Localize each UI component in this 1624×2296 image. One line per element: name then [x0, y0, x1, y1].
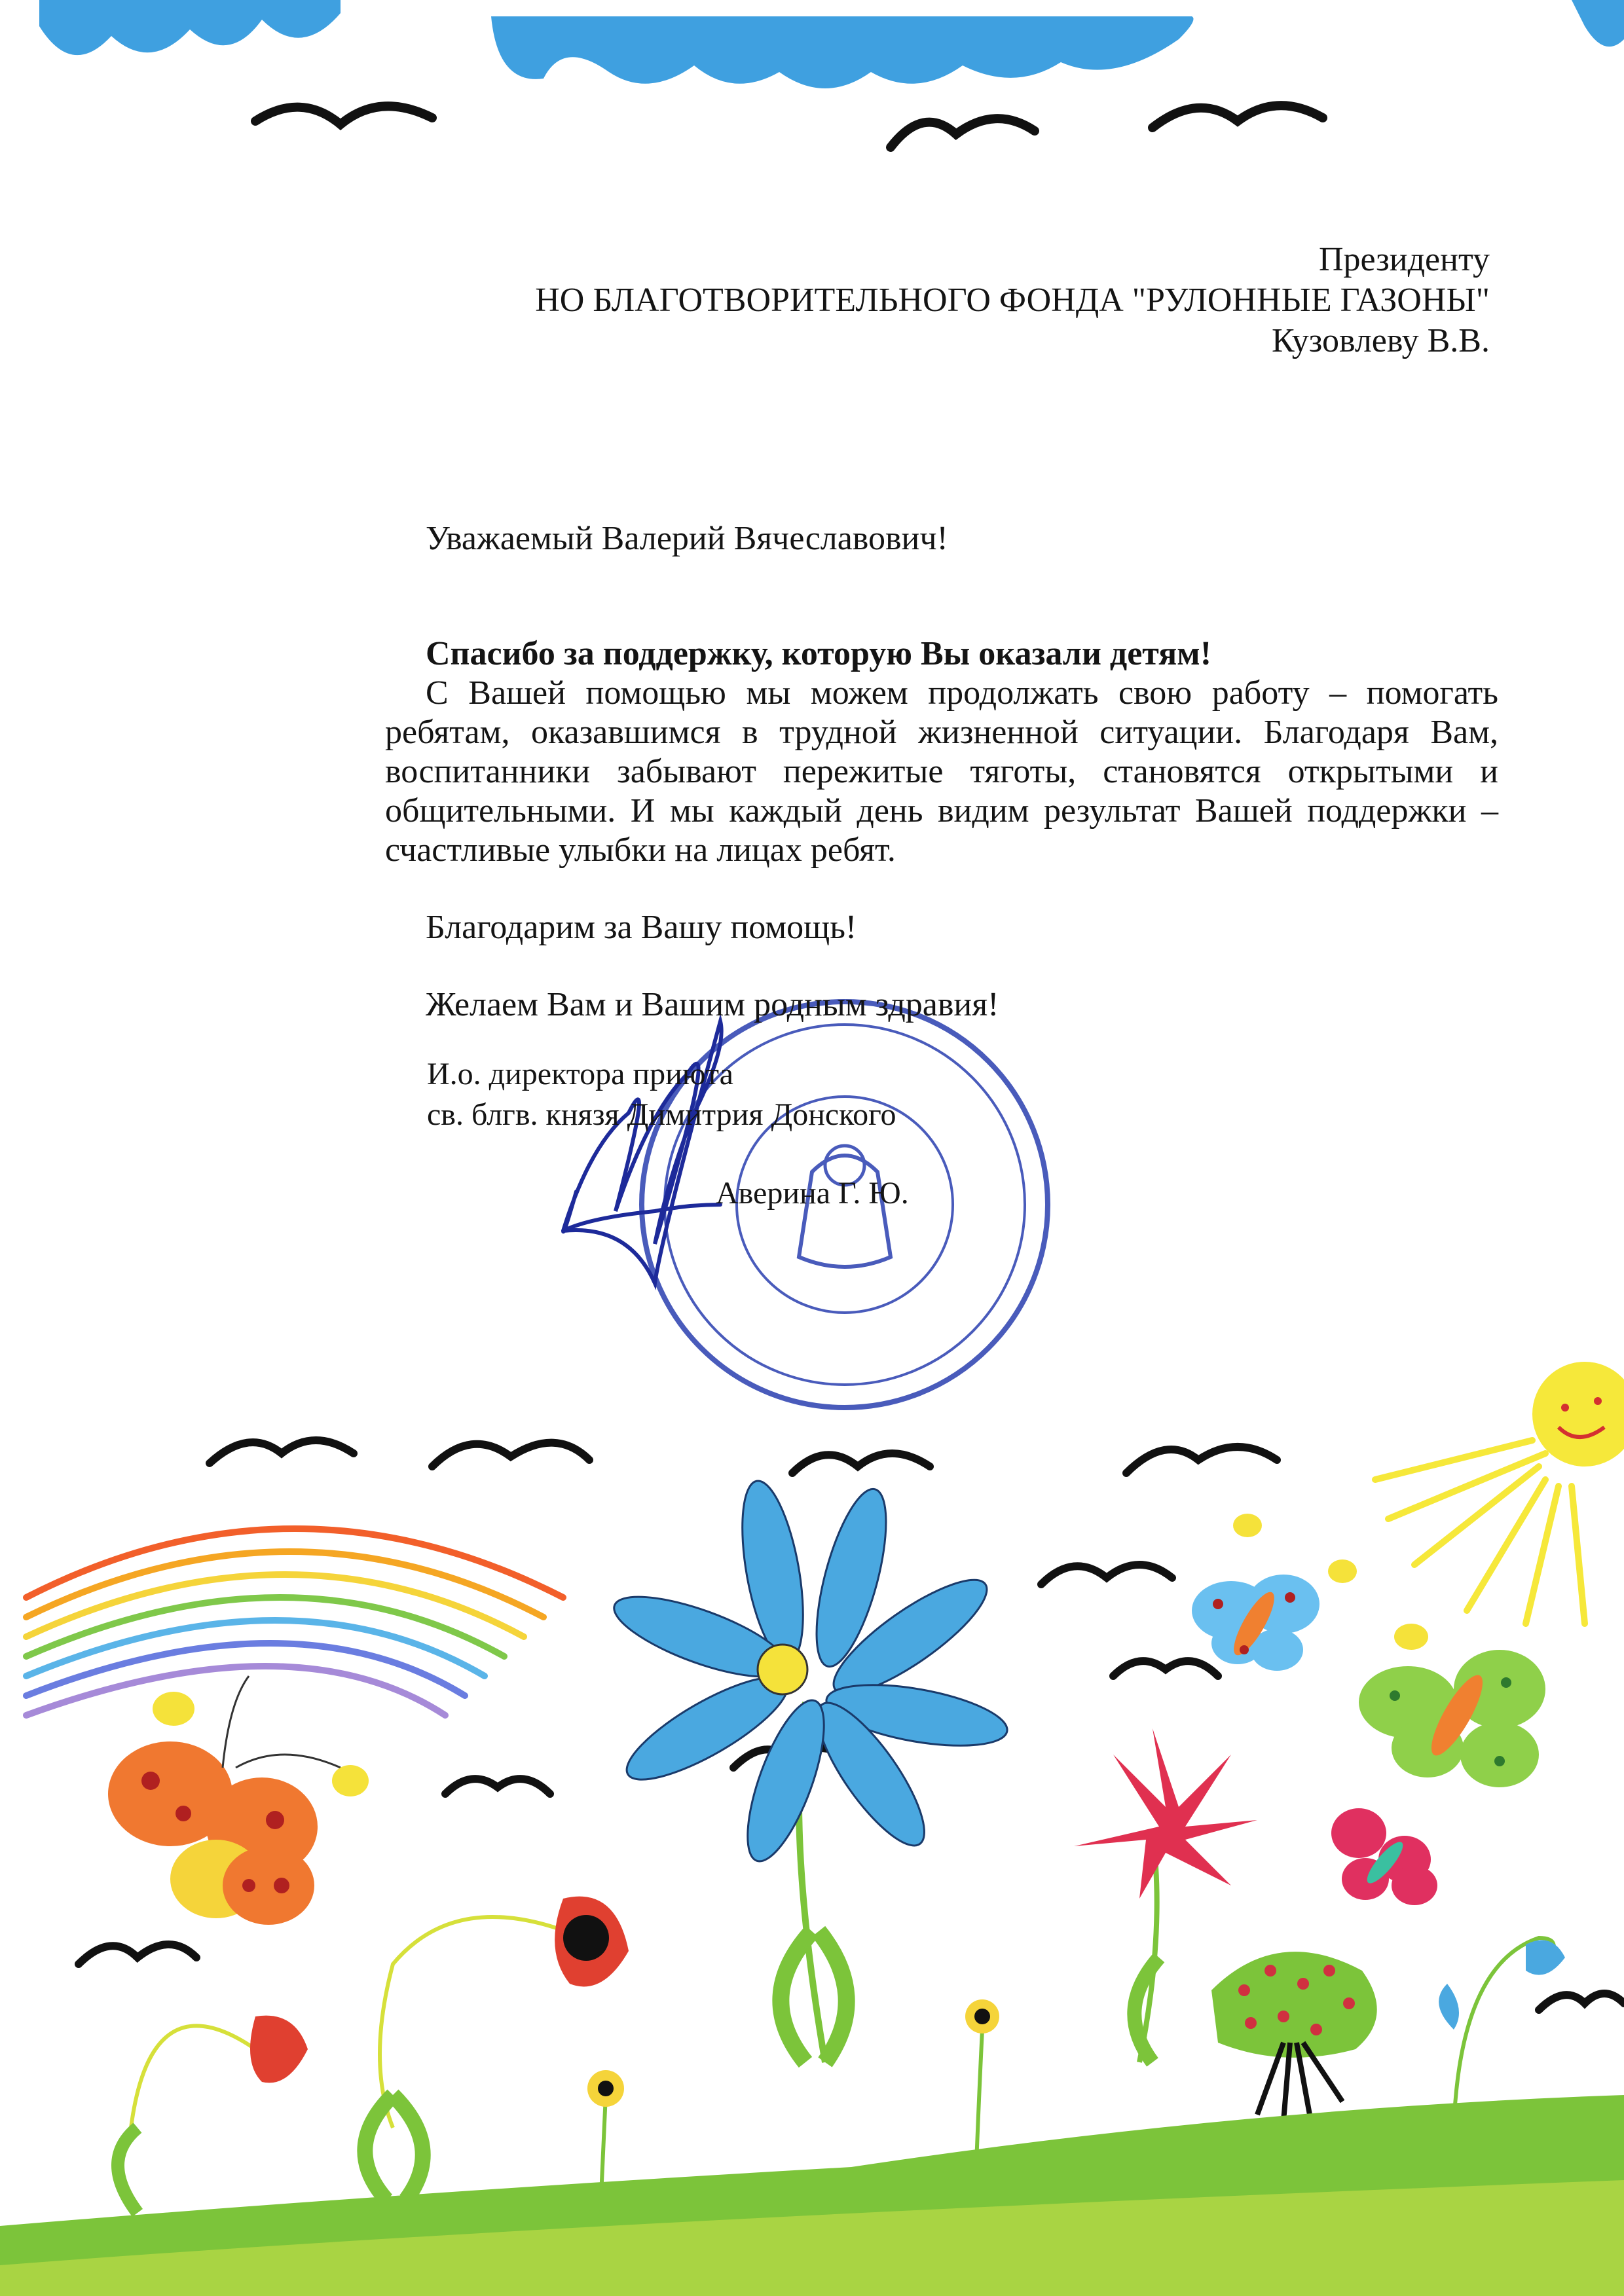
sky-cloud-top-right: [1572, 0, 1624, 46]
bird-icon: [1113, 1661, 1218, 1676]
letter-body: [385, 519, 1498, 1025]
letter-paragraph: С Вашей помощью мы можем продолжать свою работу – помогать ребятам, оказавшимся в трудной жизненной ситуации. Благодаря Вам, воспитанники забывают пережитые тяготы, становятся открытыми и общительными. И мы каждый день видим результат Вашей поддержки – счастливые улыбки на лицах ребят.: [385, 674, 1498, 869]
salutation: Уважаемый Валерий Вячеславович!: [426, 520, 948, 557]
bird-icon: [1153, 105, 1323, 128]
bird-icon: [79, 1944, 196, 1964]
sun-icon: [1375, 1362, 1624, 1624]
bird-icon: [255, 106, 432, 124]
poppy-icon: [118, 2016, 308, 2213]
addressee-organization: НО БЛАГОТВОРИТЕЛЬНОГО ФОНДА "РУЛОННЫЕ ГАЗОНЫ": [535, 282, 1490, 319]
signer-position-line2: св. блгв. князя Димитрия Донского: [427, 1097, 896, 1132]
bird-icon: [1539, 1994, 1624, 2010]
sky-cloud-top-center: [491, 16, 1194, 88]
bird-icon: [432, 1443, 589, 1467]
bird-icon: [210, 1440, 354, 1463]
butterfly-icon: [1331, 1808, 1437, 1905]
poppy-icon: [365, 1897, 629, 2200]
addressee-title: Президенту: [1318, 241, 1490, 278]
signature-block: [427, 1054, 896, 1135]
rainbow: [26, 1529, 563, 1715]
signer-position-line1: И.о. директора приюта: [427, 1057, 733, 1091]
addressee-name: Кузовлеву В.В.: [1271, 322, 1490, 359]
bird-icon: [891, 118, 1035, 147]
bush-icon: [1211, 1952, 1377, 2121]
addressee-block: [311, 240, 1490, 361]
sky-cloud-top: [39, 0, 341, 55]
bird-icon: [1041, 1565, 1172, 1584]
signer-name: Аверина Г. Ю.: [716, 1176, 909, 1211]
blue-flower-icon: [606, 1476, 1012, 2062]
butterfly-icon: [1192, 1514, 1357, 1671]
closing-thanks: Благодарим за Вашу помощь!: [426, 909, 857, 946]
butterfly-icon: [1359, 1624, 1545, 1787]
butterfly-icon: [108, 1676, 369, 1925]
bird-icon: [792, 1453, 930, 1473]
bird-icon: [445, 1779, 550, 1794]
bird-icon: [1126, 1447, 1277, 1473]
closing-wishes: Желаем Вам и Вашим родным здравия!: [426, 986, 999, 1023]
thanks-heading: Спасибо за поддержку, которую Вы оказали детям!: [426, 635, 1212, 672]
